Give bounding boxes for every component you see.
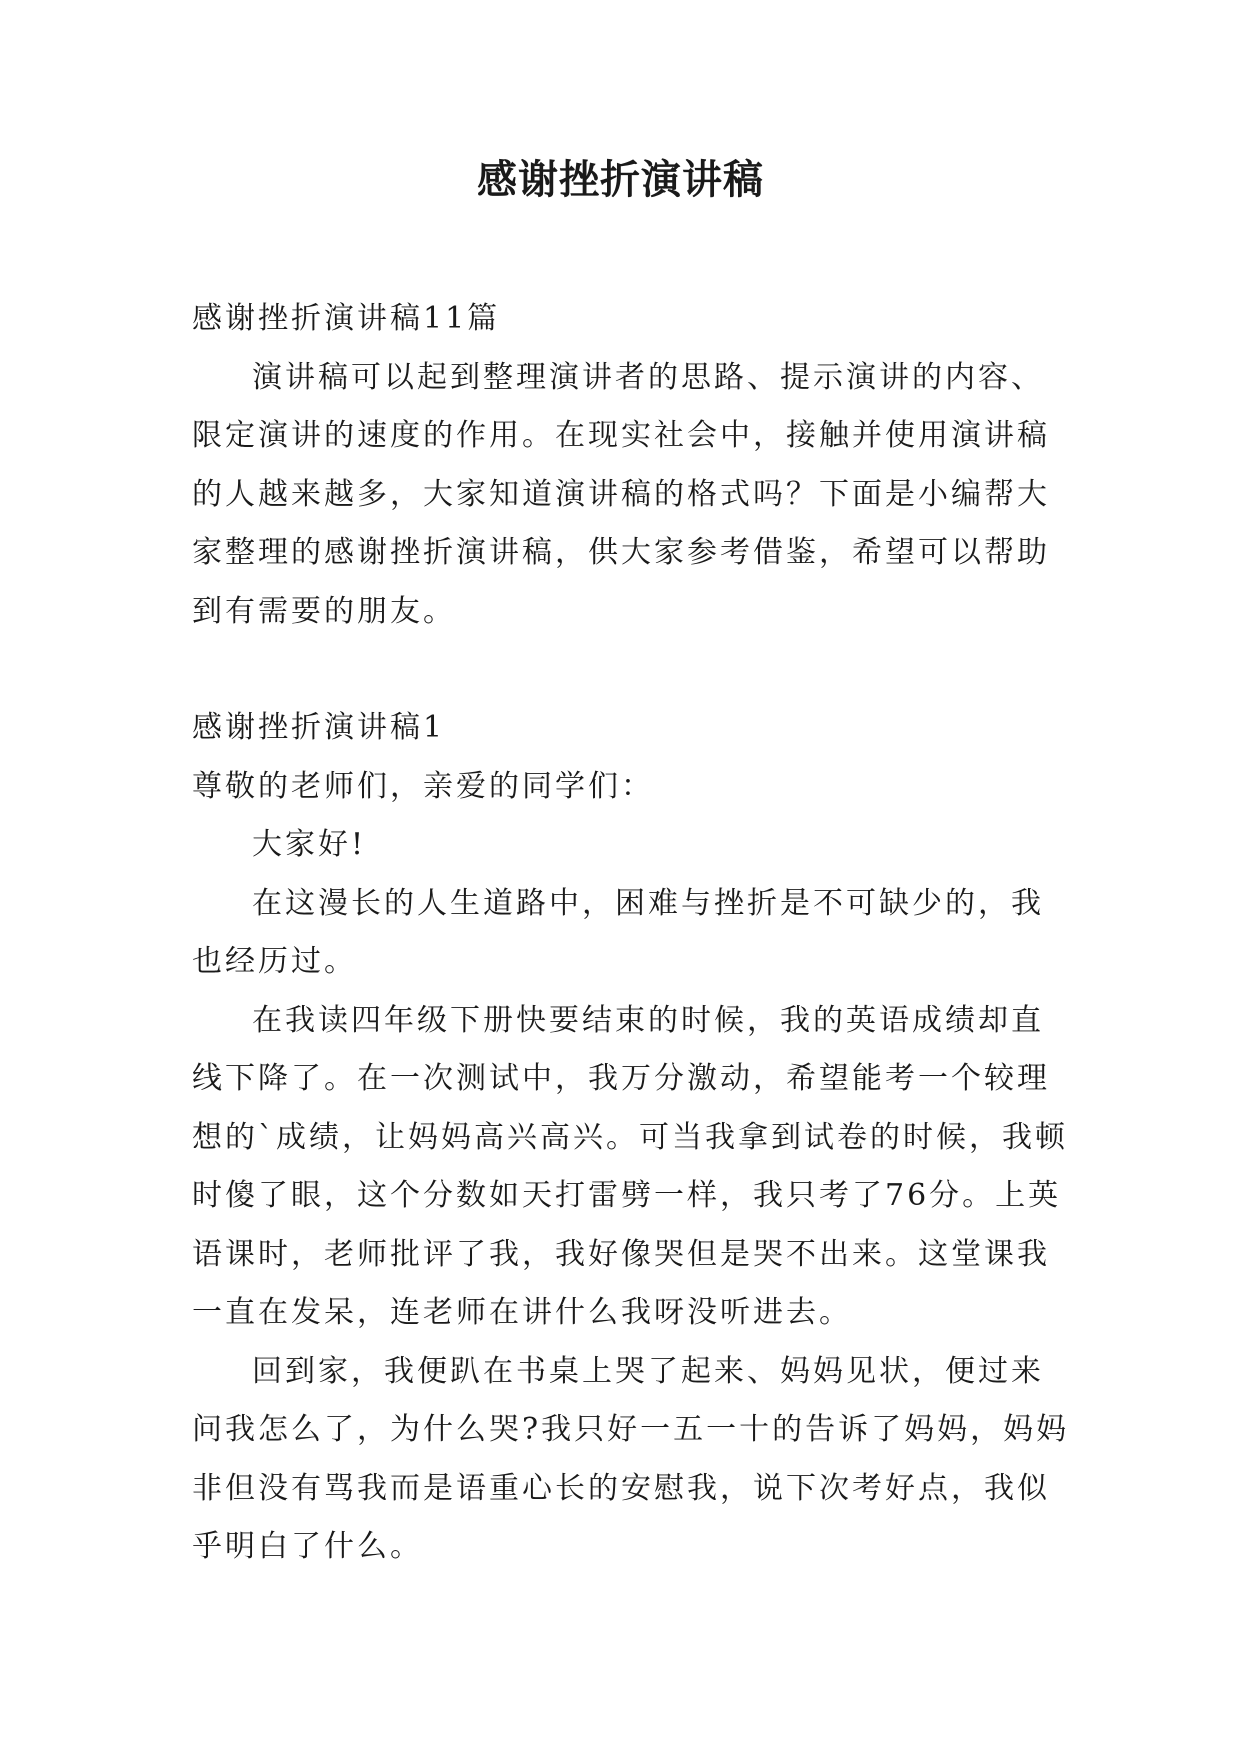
salutation: 尊敬的老师们，亲爱的同学们：	[192, 768, 654, 804]
intro-paragraph: 演讲稿可以起到整理演讲者的思路、提示演讲的内容、限定演讲的速度的作用。在现实社会中，接触并使用演讲稿的人越来越多，大家知道演讲稿的格式吗？下面是小编帮大家整理的感谢挫折演讲稿，供大家参考借鉴，希望可以帮助到有需要的朋友。	[192, 359, 1050, 629]
page-title: 感谢挫折演讲稿	[477, 156, 764, 203]
body-paragraph: 回到家，我便趴在书桌上哭了起来、妈妈见状，便过来问我怎么了，为什么哭?我只好一五一十的告诉了妈妈，妈妈非但没有骂我而是语重心长的安慰我，说下次考好点，我似乎明白了什么。	[192, 1353, 1070, 1564]
body-paragraph: 在这漫长的人生道路中，困难与挫折是不可缺少的，我也经历过。	[192, 885, 1044, 979]
section-spacer	[192, 641, 1072, 699]
section-heading: 感谢挫折演讲稿1	[192, 710, 446, 745]
document-body	[192, 290, 1072, 1577]
body-paragraph: 在我读四年级下册快要结束的时候，我的英语成绩却直线下降了。在一次测试中，我万分激动，希望能考一个较理想的`成绩，让妈妈高兴高兴。可当我拿到试卷的时候，我顿时傻了眼，这个分数如天打雷劈一样，我只考了76分。上英语课时，老师批评了我，我好像哭但是哭不出来。这堂课我一直在发呆，连老师在讲什么我呀没听进去。	[192, 1002, 1068, 1330]
document-subtitle: 感谢挫折演讲稿11篇	[192, 301, 501, 336]
greeting: 大家好!	[252, 827, 367, 862]
